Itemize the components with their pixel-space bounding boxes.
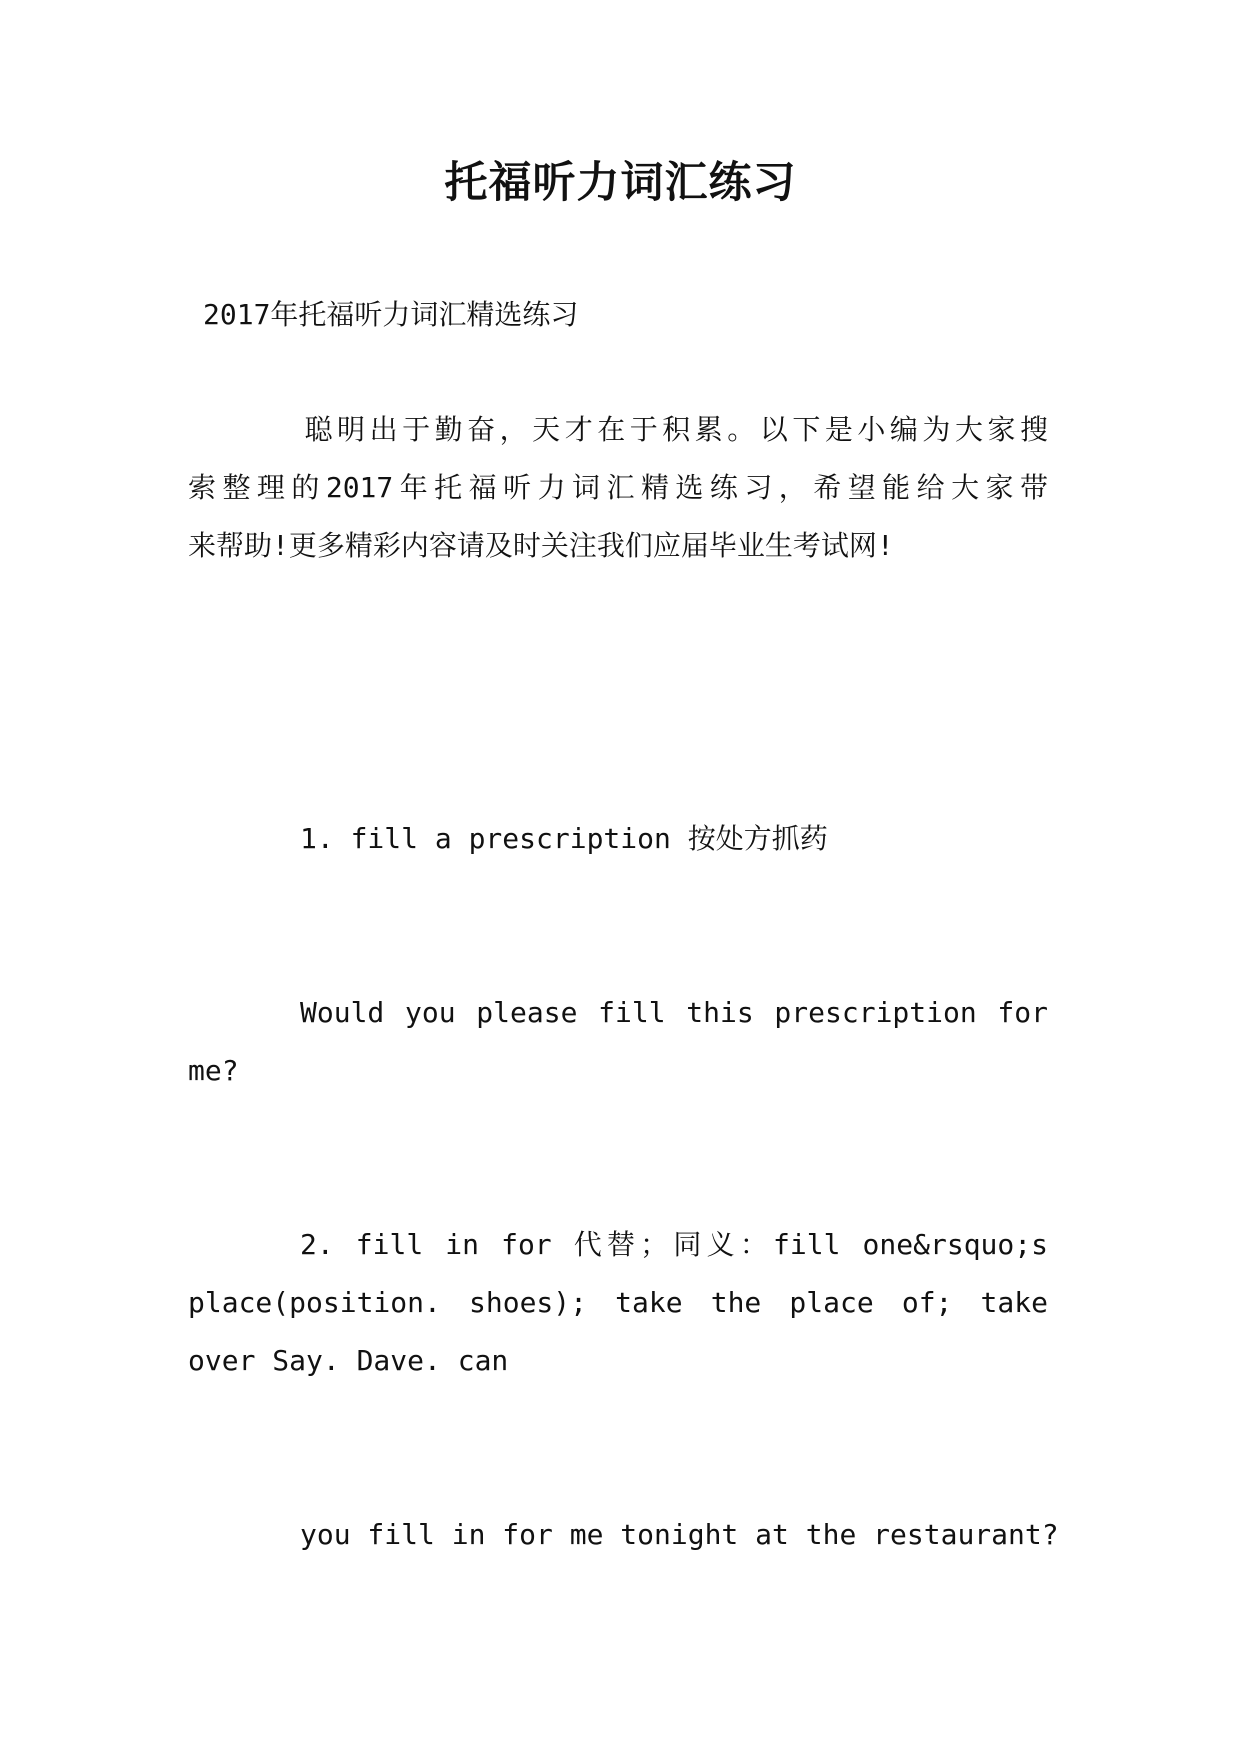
definition-line: 2. fill in for 代替；同义：fill one&rsquo;s xyxy=(300,1228,1048,1261)
intro-line: 聪明出于勤奋，天才在于积累。以下是小编为大家搜 xyxy=(300,413,1048,446)
item-1-heading: 1. fill a prescription 按处方抓药 xyxy=(300,822,828,855)
item-2-example: you fill in for me tonight at the restaurant? xyxy=(300,1518,1059,1551)
intro-line: 索整理的2017年托福听力词汇精选练习，希望能给大家带 xyxy=(188,471,1048,504)
document-subtitle: 2017年托福听力词汇精选练习 xyxy=(203,298,579,331)
definition-line: over Say. Dave. can xyxy=(188,1344,509,1377)
item-1-example xyxy=(188,984,1048,1100)
intro-paragraph xyxy=(188,401,1048,575)
definition-line: place(position. shoes); take the place of; take xyxy=(188,1286,1048,1319)
document-title: 托福听力词汇练习 xyxy=(444,158,797,208)
item-2-definition xyxy=(188,1216,1048,1390)
intro-line: 来帮助!更多精彩内容请及时关注我们应届毕业生考试网! xyxy=(188,529,894,562)
example-line: me? xyxy=(188,1054,239,1087)
example-line: Would you please fill this prescription for xyxy=(300,996,1048,1029)
